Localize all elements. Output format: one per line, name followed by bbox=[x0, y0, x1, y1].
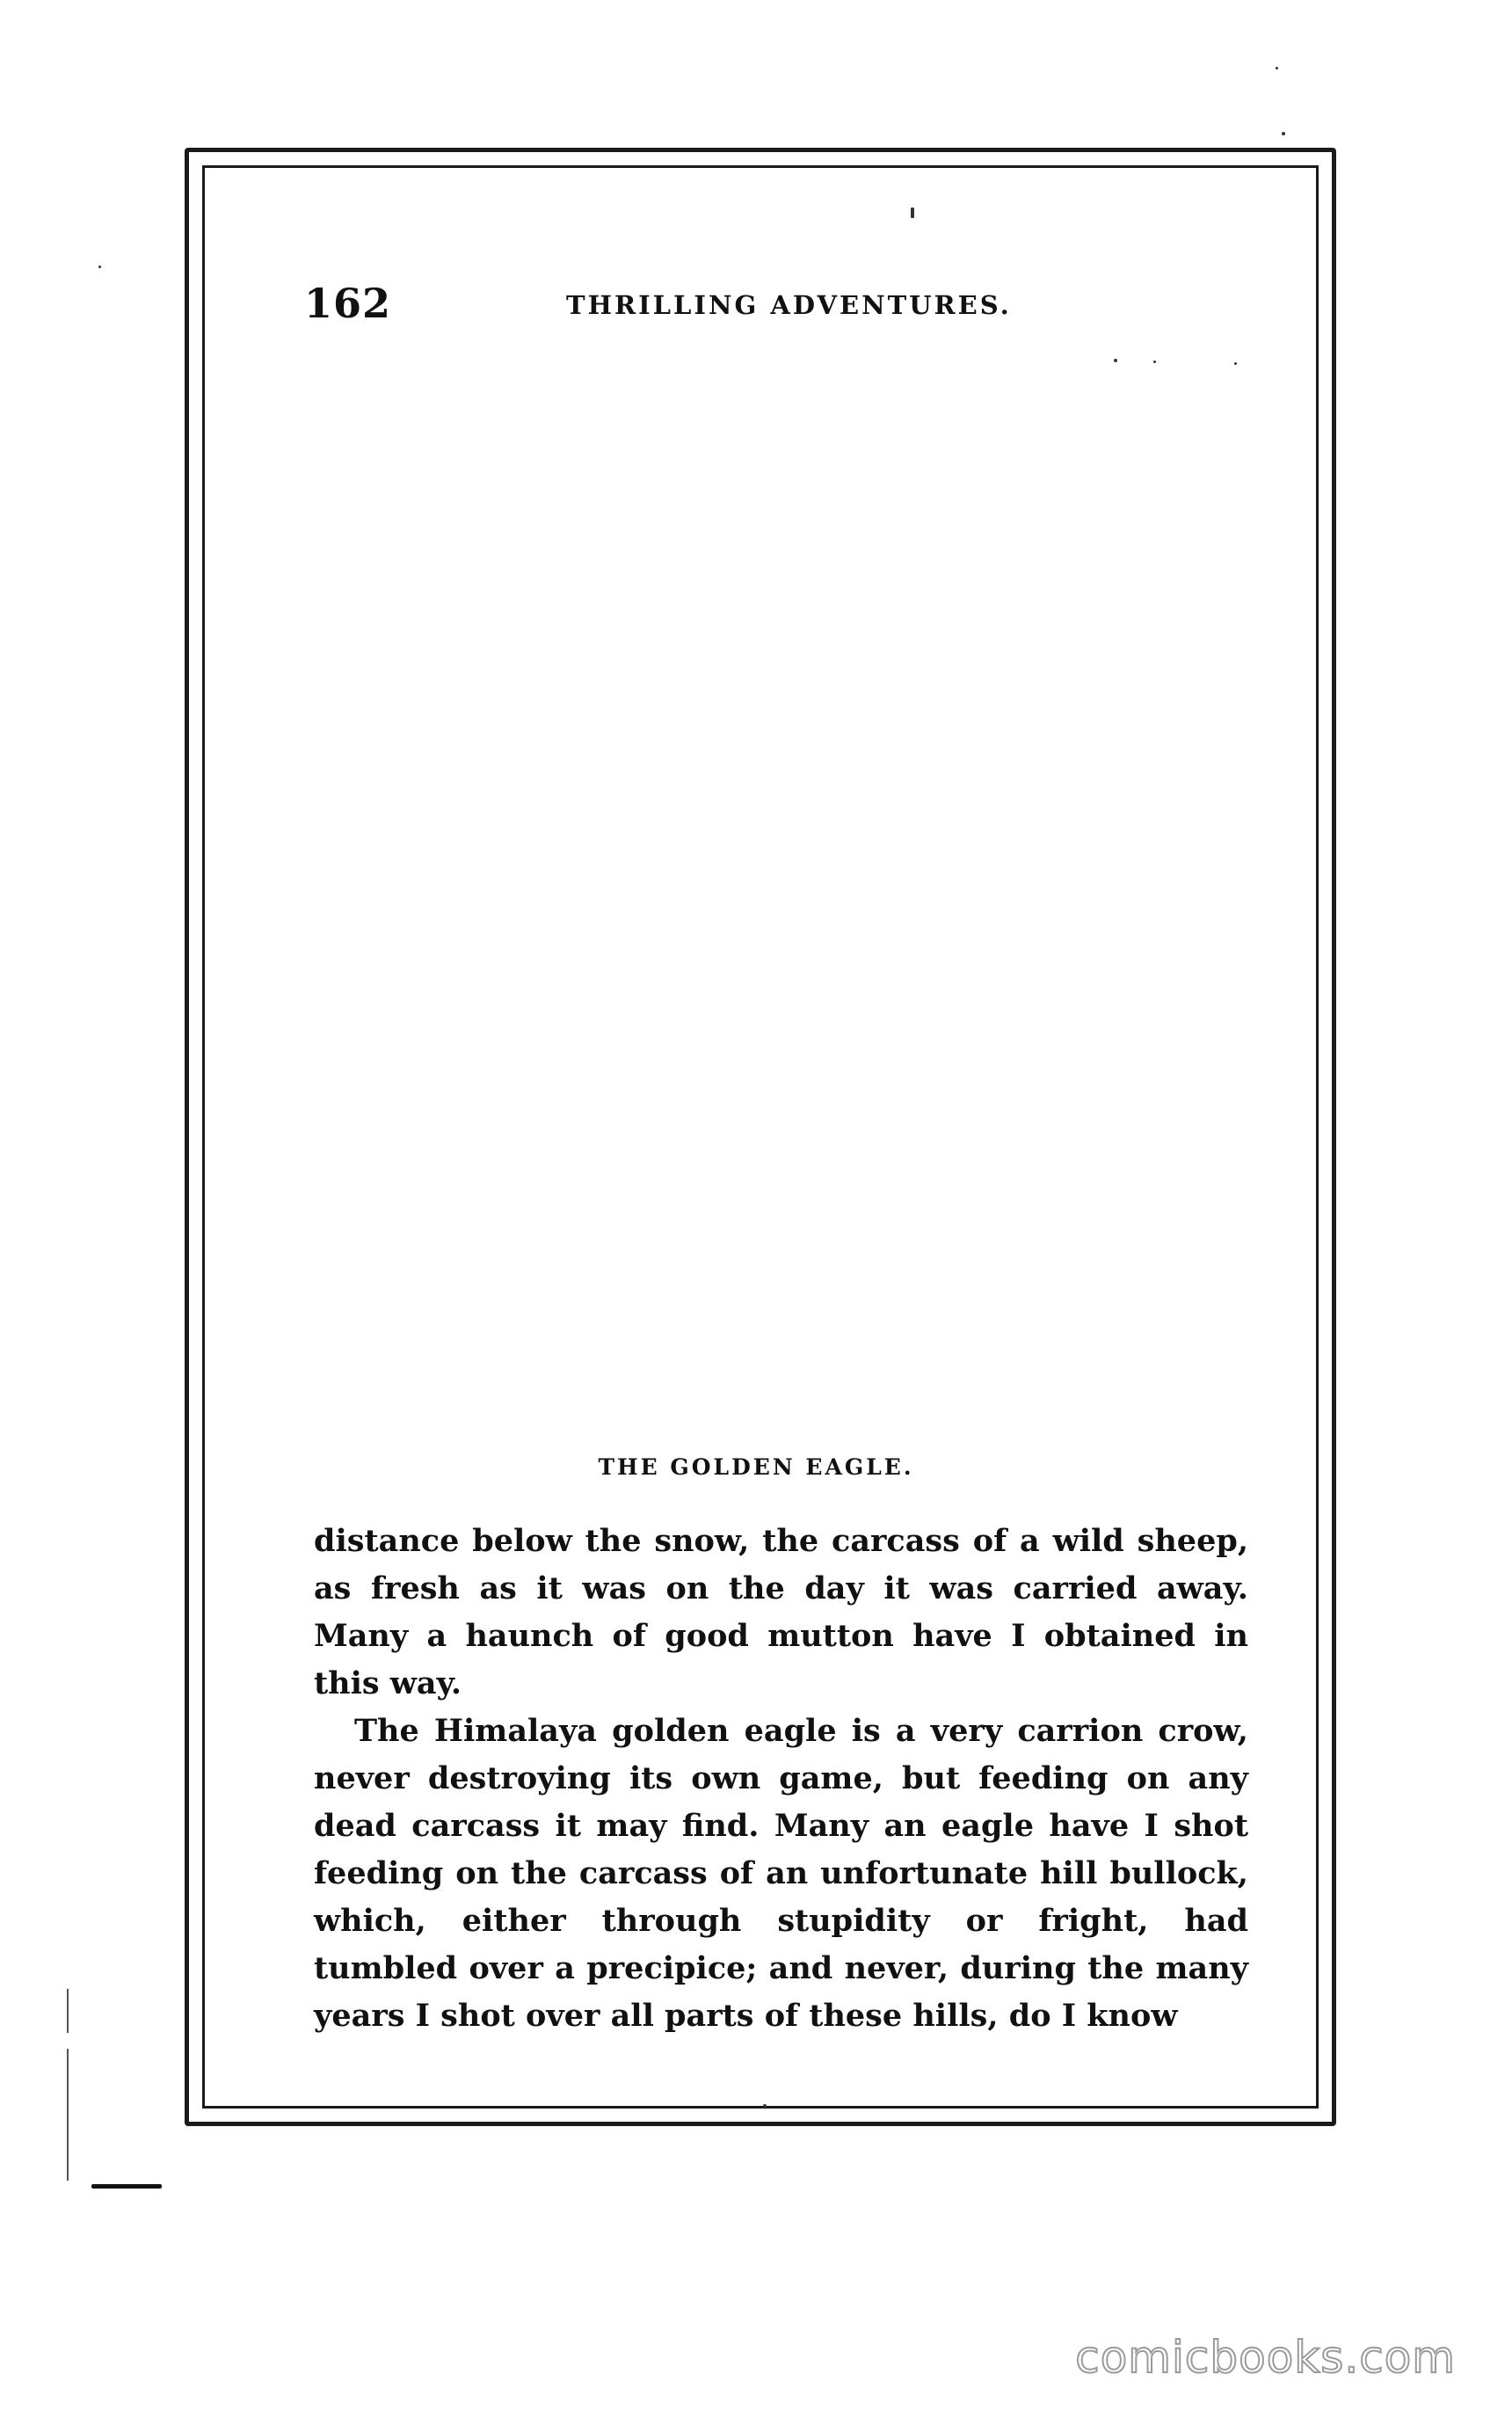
page-number: 162 bbox=[304, 280, 392, 327]
margin-mark bbox=[67, 1989, 69, 2033]
margin-dash bbox=[91, 2184, 162, 2189]
paragraph-continuation: distance below the snow, the carcass of a wild sheep, as fresh as it was on the day it was carried away. Many a haunch of good mutton have I obtained in this way. bbox=[314, 1523, 1248, 1701]
body-text bbox=[314, 1518, 1248, 2040]
paragraph: The Himalaya golden eagle is a very carrion crow, never destroying its own game, but feeding on any dead carcass it may find. Many an eagle have I shot feeding on the carcass of an unfortunate hill bullock, which, either through stupidity or fright, had tumbled over a precipice; and never, during the many years I shot over all parts of these hills, do I know bbox=[314, 1713, 1248, 2034]
margin-mark bbox=[67, 2049, 69, 2181]
running-title: THRILLING ADVENTURES. bbox=[566, 290, 1012, 320]
site-watermark: comicbooks.com bbox=[1075, 2332, 1456, 2383]
illustration-plate-blank bbox=[304, 378, 1254, 1424]
running-header bbox=[304, 280, 1218, 332]
plate-caption: THE GOLDEN EAGLE. bbox=[598, 1454, 914, 1480]
